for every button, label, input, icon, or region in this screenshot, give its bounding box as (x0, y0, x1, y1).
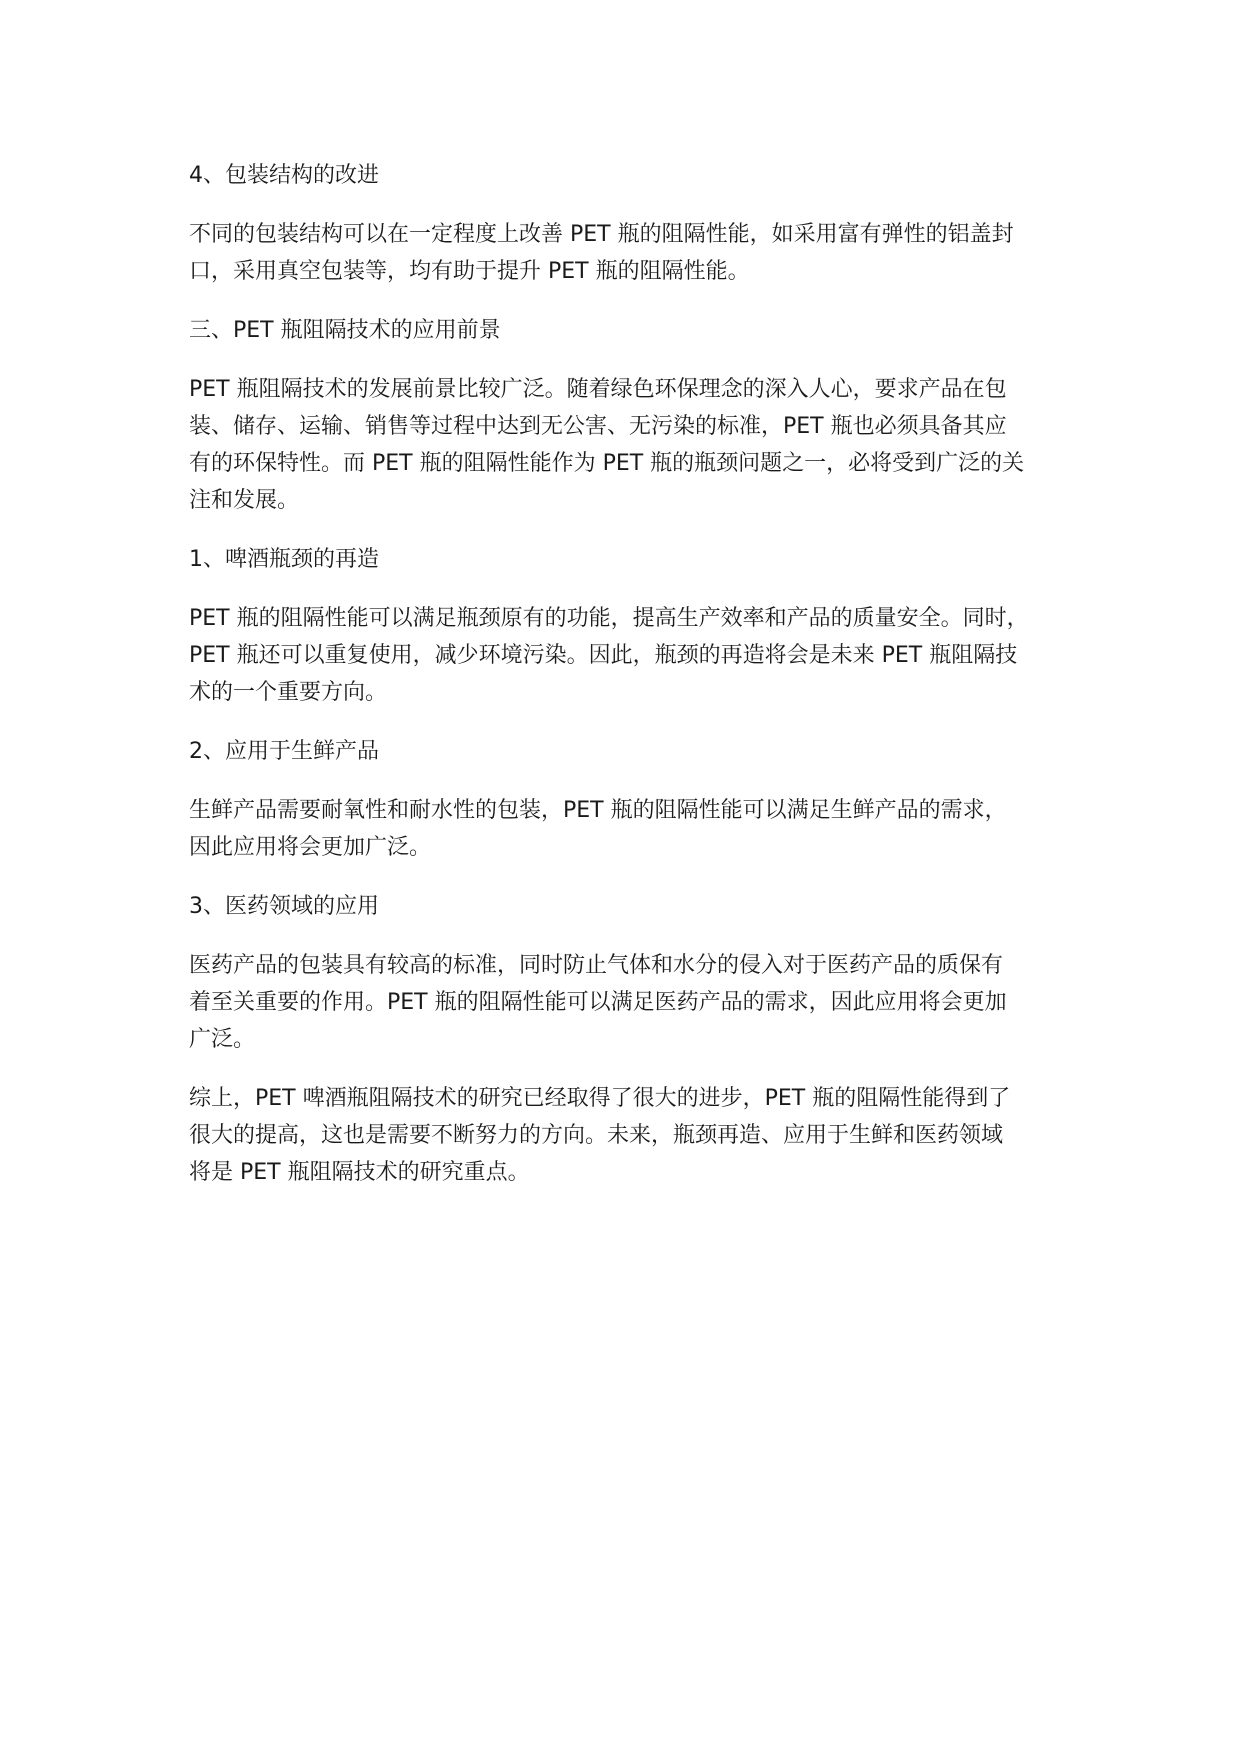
paragraph-line: PET 瓶阻隔技术的发展前景比较广泛。随着绿色环保理念的深入人心，要求产品在包 (189, 377, 1007, 402)
paragraph-line: 因此应用将会更加广泛。 (189, 835, 432, 860)
paragraph-line: 术的一个重要方向。 (189, 680, 388, 705)
paragraph-line: 注和发展。 (189, 488, 300, 513)
paragraph-line: 广泛。 (189, 1027, 256, 1052)
document-body (189, 157, 1089, 1213)
section-heading-pharmaceutical: 3、医药领域的应用 (189, 894, 379, 919)
paragraph-packaging-structure (189, 216, 1089, 290)
paragraph-line: PET 瓶的阻隔性能可以满足瓶颈原有的功能，提高生产效率和产品的质量安全。同时， (189, 606, 1029, 631)
paragraph-line: PET 瓶还可以重复使用，减少环境污染。因此，瓶颈的再造将会是未来 PET 瓶阻隔技 (189, 643, 1018, 668)
section-heading-beer-bottleneck: 1、啤酒瓶颈的再造 (189, 547, 379, 572)
paragraph-beer-bottleneck (189, 600, 1089, 711)
paragraph-fresh-products (189, 792, 1089, 866)
paragraph-application-prospects (189, 371, 1089, 519)
paragraph-line: 有的环保特性。而 PET 瓶的阻隔性能作为 PET 瓶的瓶颈问题之一，必将受到广泛的关 (189, 451, 1025, 476)
paragraph-line: 不同的包装结构可以在一定程度上改善 PET 瓶的阻隔性能，如采用富有弹性的铝盖封 (189, 222, 1014, 247)
paragraph-line: 很大的提高，这也是需要不断努力的方向。未来，瓶颈再造、应用于生鲜和医药领域 (189, 1123, 1004, 1148)
paragraph-line: 综上，PET 啤酒瓶阻隔技术的研究已经取得了很大的进步，PET 瓶的阻隔性能得到了 (189, 1086, 1011, 1111)
section-heading-application-prospects: 三、PET 瓶阻隔技术的应用前景 (189, 318, 501, 343)
paragraph-line: 口，采用真空包装等，均有助于提升 PET 瓶的阻隔性能。 (189, 259, 750, 284)
paragraph-line: 医药产品的包装具有较高的标准，同时防止气体和水分的侵入对于医药产品的质保有 (189, 953, 1004, 978)
section-heading-packaging-structure: 4、包装结构的改进 (189, 163, 379, 188)
paragraph-line: 生鲜产品需要耐氧性和耐水性的包装，PET 瓶的阻隔性能可以满足生鲜产品的需求， (189, 798, 1007, 823)
paragraph-line: 将是 PET 瓶阻隔技术的研究重点。 (189, 1160, 530, 1185)
section-heading-fresh-products: 2、应用于生鲜产品 (189, 739, 379, 764)
paragraph-conclusion (189, 1080, 1089, 1191)
paragraph-line: 着至关重要的作用。PET 瓶的阻隔性能可以满足医药产品的需求，因此应用将会更加 (189, 990, 1007, 1015)
paragraph-pharmaceutical (189, 947, 1089, 1058)
paragraph-line: 装、储存、运输、销售等过程中达到无公害、无污染的标准，PET 瓶也必须具备其应 (189, 414, 1007, 439)
